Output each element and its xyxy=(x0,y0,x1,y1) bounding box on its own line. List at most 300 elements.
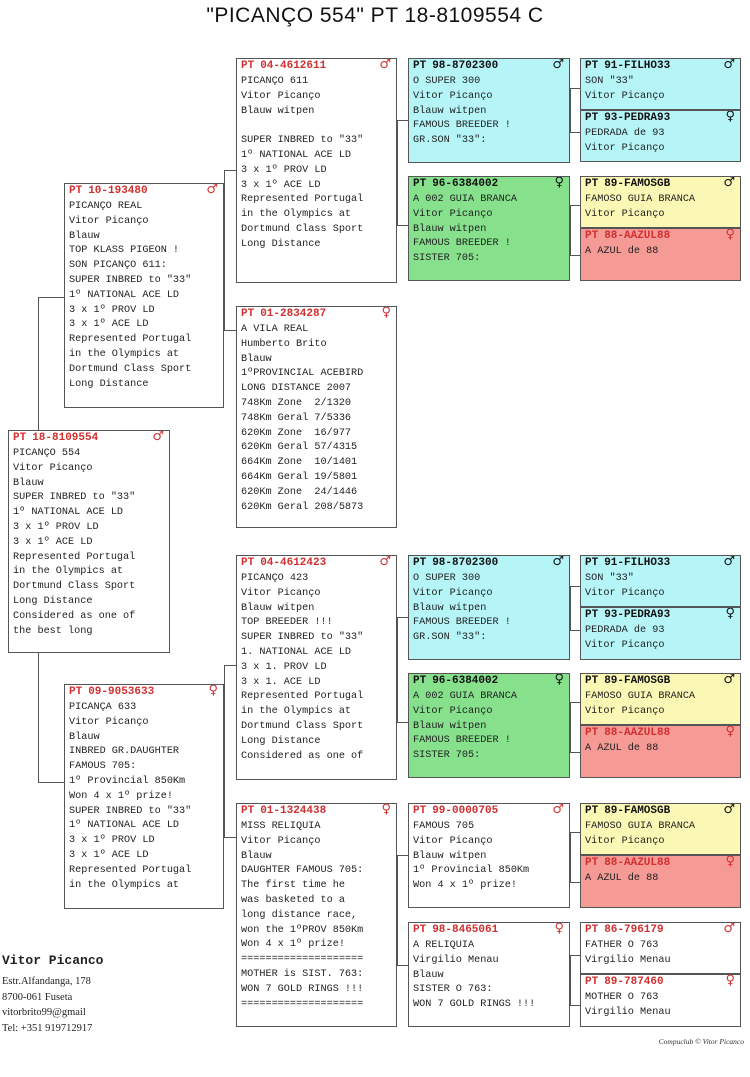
pigeon-detail-line: FATHER O 763 xyxy=(585,940,659,951)
pigeon-detail-line: 3 x 1º PROV LD xyxy=(69,835,155,847)
pigeon-detail-line: Blauw witpen xyxy=(241,602,315,614)
pigeon-detail-line: FAMOUS 705: xyxy=(69,761,137,773)
connector-line xyxy=(38,652,39,782)
pigeon-card-gen5 xyxy=(580,922,741,974)
pigeon-detail-line: 1º NATIONAL ACE LD xyxy=(241,149,352,161)
pigeon-detail-line: MISS RELIQUIA xyxy=(241,821,321,832)
ring-number: 88-AAZUL88 xyxy=(604,727,671,739)
pigeon-detail-line: TOP KLASS PIGEON ! xyxy=(69,245,180,257)
pigeon-detail-line: A VILA REAL xyxy=(241,324,309,335)
pigeon-details xyxy=(581,192,740,223)
pigeon-card-gen4 xyxy=(408,673,570,778)
pigeon-detail-line: the best long xyxy=(13,625,93,637)
pigeon-detail-line: 748Km Zone 2/1320 xyxy=(241,397,352,409)
female-symbol-icon: ♀ xyxy=(381,803,391,817)
pigeon-detail-line: 1º NATIONAL ACE LD xyxy=(13,507,124,519)
pigeon-card-gen5 xyxy=(580,855,741,908)
pigeon-detail-line: O SUPER 300 xyxy=(413,573,481,584)
pigeon-card-sire xyxy=(64,183,224,408)
pigeon-detail-line: Won 4 x 1º prize! xyxy=(241,939,345,951)
pigeon-detail-line: PICANÇO 554 xyxy=(13,448,81,459)
female-symbol-icon: ♀ xyxy=(554,673,564,687)
pigeon-detail-line: SISTER 705: xyxy=(413,750,481,762)
pigeon-ring-header: PT 98-8465061 ♀ xyxy=(413,922,564,936)
pigeon-detail-line: Dortmund Class Sport xyxy=(241,223,364,235)
connector-line xyxy=(397,225,408,226)
ring-number: 98-8702300 xyxy=(432,60,499,72)
ring-number: 98-8465061 xyxy=(432,924,499,936)
pigeon-ring-header: PT 04-4612611 ♂ xyxy=(241,58,391,72)
pigeon-ring-header: PT 09-9053633 ♀ xyxy=(69,684,218,698)
male-symbol-icon: ♂ xyxy=(552,58,564,72)
pigeon-details xyxy=(237,819,396,1012)
pigeon-detail-line: FAMOUS BREEDER ! xyxy=(413,735,511,747)
pigeon-detail-line: TOP BREEDER !!! xyxy=(241,617,333,629)
pigeon-ring-header: PT 10-193480 ♂ xyxy=(69,183,218,197)
ring-number: 88-AAZUL88 xyxy=(604,230,671,242)
pigeon-detail-line: 3 x 1º PROV LD xyxy=(241,164,327,176)
pigeon-details xyxy=(409,192,569,267)
owner-info xyxy=(2,953,103,1036)
connector-line xyxy=(397,617,398,722)
pigeon-card-gen5 xyxy=(580,176,741,228)
connector-line xyxy=(224,170,236,171)
male-symbol-icon: ♂ xyxy=(379,555,391,569)
pigeon-card-gen5 xyxy=(580,803,741,855)
pigeon-ring-header: PT 88-AAZUL88 ♀ xyxy=(585,725,735,739)
pigeon-detail-line: Vitor Picanço xyxy=(69,215,149,227)
pigeon-detail-line: 748Km Geral 7/5336 xyxy=(241,412,352,424)
pigeon-detail-line: in the Olympics at xyxy=(241,706,352,718)
pigeon-card-gen4 xyxy=(408,555,570,660)
connector-line xyxy=(570,586,571,630)
pigeon-detail-line: won the 1ºPROV 850Km xyxy=(241,924,364,936)
pigeon-detail-line: Dortmund Class Sport xyxy=(13,581,136,593)
pigeon-detail-line: SUPER INBRED to "33" xyxy=(241,632,364,644)
female-symbol-icon: ♀ xyxy=(725,607,735,621)
pigeon-ring-header: PT 88-AAZUL88 ♀ xyxy=(585,228,735,242)
pigeon-detail-line: Considered as one of xyxy=(13,610,136,622)
pigeon-details xyxy=(581,623,740,654)
owner-phone: Tel: +351 919712917 xyxy=(2,1022,93,1034)
connector-line xyxy=(224,665,236,666)
pigeon-details xyxy=(581,741,740,757)
pigeon-detail-line: Vitor Picanço xyxy=(585,587,665,599)
pigeon-detail-line: SON PICANÇO 611: xyxy=(69,260,167,272)
ring-number: 89-787460 xyxy=(604,976,664,988)
pigeon-detail-line: Vitor Picanço xyxy=(13,462,93,474)
male-symbol-icon: ♂ xyxy=(552,803,564,817)
pigeon-detail-line: Vitor Picanço xyxy=(585,90,665,102)
pigeon-ring-header: PT 04-4612423 ♂ xyxy=(241,555,391,569)
pigeon-detail-line: PICANÇO 423 xyxy=(241,573,309,584)
pigeon-detail-line: 664Km Geral 19/5801 xyxy=(241,471,358,483)
pigeon-ring-header: PT 91-FILHO33 ♂ xyxy=(585,58,735,72)
ring-number: 89-FAMOSGB xyxy=(604,805,671,817)
pigeon-detail-line: SUPER INBRED to "33" xyxy=(69,805,192,817)
pigeon-detail-line: Vitor Picanço xyxy=(241,587,321,599)
pigeon-detail-line: Humberto Brito xyxy=(241,338,327,350)
pigeon-detail-line: FAMOUS 705 xyxy=(413,821,475,832)
pigeon-ring-header: PT 01-2834287 ♀ xyxy=(241,306,391,320)
pigeon-detail-line: 3 x 1º ACE LD xyxy=(13,536,93,548)
pigeon-detail-line: Considered as one of xyxy=(241,750,364,762)
pigeon-ring-header: PT 89-787460 ♀ xyxy=(585,974,735,988)
pigeon-detail-line: SON "33" xyxy=(585,573,634,584)
pigeon-detail-line: 620Km Geral 208/5873 xyxy=(241,501,364,513)
pigeon-ring-header: PT 89-FAMOSGB ♂ xyxy=(585,803,735,817)
connector-line xyxy=(570,702,580,703)
pigeon-ring-header: PT 86-796179 ♂ xyxy=(585,922,735,936)
female-symbol-icon: ♀ xyxy=(554,176,564,190)
pigeon-detail-line: 1. NATIONAL ACE LD xyxy=(241,646,352,658)
pigeon-detail-line: INBRED GR.DAUGHTER xyxy=(69,746,180,758)
pigeon-detail-line: 1º Provincial 850Km xyxy=(413,865,530,877)
pigeon-details xyxy=(237,571,396,764)
pigeon-card-gen4 xyxy=(408,803,570,908)
pigeon-detail-line: Virgilio Menau xyxy=(413,954,499,966)
pigeon-detail-line: ==================== xyxy=(241,954,364,966)
connector-line xyxy=(570,132,580,133)
pigeon-detail-line: in the Olympics at xyxy=(13,566,124,578)
pigeon-detail-line: SUPER INBRED to "33" xyxy=(13,492,136,504)
pigeon-detail-line: Vitor Picanço xyxy=(69,716,149,728)
pigeon-details xyxy=(581,571,740,602)
owner-name: Vitor Picanco xyxy=(2,953,104,968)
pigeon-ring-header: PT 89-FAMOSGB ♂ xyxy=(585,673,735,687)
pigeon-detail-line: Blauw xyxy=(241,850,272,862)
pigeon-detail-line: Represented Portugal xyxy=(13,551,136,563)
pigeon-detail-line: was basketed to a xyxy=(241,894,345,906)
pigeon-detail-line: Blauw witpen xyxy=(241,105,315,117)
pigeon-detail-line: Blauw witpen xyxy=(413,223,487,235)
pigeon-detail-line: Represented Portugal xyxy=(241,691,364,703)
pigeon-detail-line: SISTER 705: xyxy=(413,253,481,265)
male-symbol-icon: ♂ xyxy=(379,58,391,72)
pigeon-card-subject xyxy=(8,430,170,653)
pigeon-details xyxy=(581,244,740,260)
pigeon-ring-header: PT 18-8109554 ♂ xyxy=(13,430,164,444)
footer-credit: Compuclub © Vitor Picanco xyxy=(658,1037,744,1046)
pigeon-detail-line: DAUGHTER FAMOUS 705: xyxy=(241,865,364,877)
pigeon-detail-line: in the Olympics at xyxy=(241,209,352,221)
pigeon-detail-line: WON 7 GOLD RINGS !!! xyxy=(241,983,364,995)
ring-number: 93-PEDRA93 xyxy=(604,112,671,124)
pigeon-detail-line: 3 x 1º ACE LD xyxy=(241,179,321,191)
pigeon-detail-line: Vitor Picanço xyxy=(413,835,493,847)
pigeon-detail-line: Vitor Picanço xyxy=(585,705,665,717)
pigeon-detail-line: WON 7 GOLD RINGS !!! xyxy=(413,999,536,1011)
pigeon-detail-line: 3 x 1º ACE LD xyxy=(69,319,149,331)
connector-line xyxy=(570,88,580,89)
pigeon-detail-line: A RELIQUIA xyxy=(413,940,475,951)
ring-number: 09-9053633 xyxy=(88,686,155,698)
pigeon-detail-line: Vitor Picanço xyxy=(585,208,665,220)
pigeon-detail-line: Vitor Picanço xyxy=(585,142,665,154)
pigeon-details xyxy=(409,938,569,1013)
pigeon-detail-line: MOTHER is SIST. 763: xyxy=(241,968,364,980)
pigeon-detail-line: O SUPER 300 xyxy=(413,76,481,87)
pigeon-detail-line: Vitor Picanço xyxy=(413,705,493,717)
pigeon-detail-line: 1º NATIONAL ACE LD xyxy=(69,820,180,832)
pigeon-detail-line: A AZUL de 88 xyxy=(585,743,659,754)
pigeon-detail-line: Blauw witpen xyxy=(413,105,487,117)
ring-number: 99-0000705 xyxy=(432,805,499,817)
connector-line xyxy=(397,965,408,966)
connector-line xyxy=(397,855,398,965)
ring-number: 96-6384002 xyxy=(432,178,499,190)
pigeon-details xyxy=(409,571,569,646)
pigeon-card-granddam-maternal xyxy=(236,803,397,1027)
pigeon-ring-header: PT 93-PEDRA93 ♀ xyxy=(585,607,735,621)
pigeon-detail-line: 1º NATIONAL ACE LD xyxy=(69,289,180,301)
ring-number: 88-AAZUL88 xyxy=(604,857,671,869)
ring-number: 04-4612611 xyxy=(260,60,327,72)
pigeon-detail-line: PICANÇO 611 xyxy=(241,76,309,87)
pigeon-detail-line: FAMOUS BREEDER ! xyxy=(413,120,511,132)
owner-postcode: 8700-061 Fuseta xyxy=(2,991,73,1003)
pigeon-detail-line: 3 x 1º ACE LD xyxy=(69,849,149,861)
pigeon-detail-line: Vitor Picanço xyxy=(413,587,493,599)
pigeon-detail-line: Represented Portugal xyxy=(69,864,192,876)
ring-number: 98-8702300 xyxy=(432,557,499,569)
pigeon-detail-line: in the Olympics at xyxy=(69,879,180,891)
connector-line xyxy=(397,617,408,618)
pigeon-detail-line: FAMOSO GUIA BRANCA xyxy=(585,691,696,702)
connector-line xyxy=(570,702,571,752)
pigeon-card-gen5 xyxy=(580,555,741,607)
pigeon-detail-line: Vitor Picanço xyxy=(413,208,493,220)
pigeon-card-gen5 xyxy=(580,228,741,281)
pigeon-detail-line: Represented Portugal xyxy=(69,334,192,346)
pigeon-detail-line: in the Olympics at xyxy=(69,348,180,360)
pigeon-card-gen5 xyxy=(580,974,741,1027)
male-symbol-icon: ♂ xyxy=(723,673,735,687)
connector-line xyxy=(570,205,571,255)
ring-number: 01-1324438 xyxy=(260,805,327,817)
pigeon-detail-line: 3 x 1º PROV LD xyxy=(13,521,99,533)
pigeon-details xyxy=(409,819,569,894)
connector-line xyxy=(570,955,571,1005)
pigeon-detail-line: Long Distance xyxy=(241,735,321,747)
pigeon-detail-line: Vitor Picanço xyxy=(241,90,321,102)
pigeon-detail-line: A AZUL de 88 xyxy=(585,873,659,884)
ring-number: 91-FILHO33 xyxy=(604,60,671,72)
pigeon-detail-line: PICANÇO REAL xyxy=(69,201,143,212)
pigeon-detail-line: Blauw witpen xyxy=(413,850,487,862)
pigeon-detail-line: Dortmund Class Sport xyxy=(69,363,192,375)
pigeon-detail-line: Blauw xyxy=(13,477,44,489)
pigeon-detail-line: PICANÇA 633 xyxy=(69,702,137,713)
ring-number: 89-FAMOSGB xyxy=(604,675,671,687)
pigeon-card-gen5 xyxy=(580,110,741,162)
pigeon-detail-line: FAMOUS BREEDER ! xyxy=(413,238,511,250)
pigeon-detail-line: long distance race, xyxy=(241,909,358,921)
pigeon-detail-line: PEDRADA de 93 xyxy=(585,128,665,139)
pigeon-detail-line: Vitor Picanço xyxy=(241,835,321,847)
ring-number: 18-8109554 xyxy=(32,432,99,444)
female-symbol-icon: ♀ xyxy=(725,725,735,739)
pigeon-detail-line: 664Km Zone 10/1401 xyxy=(241,457,358,469)
pigeon-detail-line: FAMOSO GUIA BRANCA xyxy=(585,821,696,832)
pigeon-ring-header: PT 88-AAZUL88 ♀ xyxy=(585,855,735,869)
pigeon-details xyxy=(409,689,569,764)
connector-line xyxy=(570,205,580,206)
pigeon-detail-line: 620Km Zone 16/977 xyxy=(241,427,352,439)
connector-line xyxy=(570,630,580,631)
pigeon-details xyxy=(237,322,396,515)
pigeon-ring-header: PT 89-FAMOSGB ♂ xyxy=(585,176,735,190)
female-symbol-icon: ♀ xyxy=(725,855,735,869)
connector-line xyxy=(224,837,236,838)
pigeon-card-gen4 xyxy=(408,58,570,163)
connector-line xyxy=(38,782,64,783)
pigeon-detail-line: Blauw witpen xyxy=(413,720,487,732)
male-symbol-icon: ♂ xyxy=(723,176,735,190)
connector-line xyxy=(397,120,398,225)
pigeon-detail-line: SISTER O 763: xyxy=(413,984,493,996)
connector-line xyxy=(38,297,64,298)
pigeon-detail-line: A 002 GUIA BRANCA xyxy=(413,691,517,702)
pigeon-card-granddam-paternal xyxy=(236,306,397,528)
pigeon-detail-line: Blauw xyxy=(69,230,100,242)
pigeon-detail-line xyxy=(241,119,392,134)
owner-address: Estr.Alfandanga, 178 xyxy=(2,976,91,987)
pigeon-detail-line: Long Distance xyxy=(241,238,321,250)
male-symbol-icon: ♂ xyxy=(206,183,218,197)
ring-number: 89-FAMOSGB xyxy=(604,178,671,190)
male-symbol-icon: ♂ xyxy=(723,922,735,936)
pigeon-details xyxy=(581,689,740,720)
pigeon-detail-line: PEDRADA de 93 xyxy=(585,625,665,636)
connector-line xyxy=(570,88,571,132)
pigeon-detail-line: FAMOUS BREEDER ! xyxy=(413,617,511,629)
pigeon-card-gen5 xyxy=(580,673,741,725)
pigeon-detail-line: Dortmund Class Sport xyxy=(241,720,364,732)
ring-number: 96-6384002 xyxy=(432,675,499,687)
ring-number: 04-4612423 xyxy=(260,557,327,569)
connector-line xyxy=(224,330,236,331)
connector-line xyxy=(570,1005,580,1006)
pigeon-card-gen5 xyxy=(580,725,741,778)
pigeon-ring-header: PT 99-0000705 ♂ xyxy=(413,803,564,817)
connector-line xyxy=(570,832,571,882)
connector-line xyxy=(397,120,408,121)
female-symbol-icon: ♀ xyxy=(725,974,735,988)
pigeon-detail-line: Blauw witpen xyxy=(413,602,487,614)
pigeon-details xyxy=(581,126,740,157)
connector-line xyxy=(570,955,580,956)
female-symbol-icon: ♀ xyxy=(381,306,391,320)
pigeon-card-gen4 xyxy=(408,176,570,281)
pigeon-detail-line: GR.SON "33": xyxy=(413,135,487,147)
pigeon-details xyxy=(65,199,223,392)
pigeon-ring-header: PT 96-6384002 ♀ xyxy=(413,176,564,190)
connector-line xyxy=(224,665,225,837)
pigeon-detail-line: Vitor Picanço xyxy=(585,639,665,651)
pigeon-card-grandsire-paternal xyxy=(236,58,397,283)
male-symbol-icon: ♂ xyxy=(152,430,164,444)
connector-line xyxy=(397,855,408,856)
pigeon-detail-line: Long Distance xyxy=(13,595,93,607)
pigeon-detail-line: 3 x 1º PROV LD xyxy=(69,304,155,316)
pigeon-detail-line: 1º Provincial 850Km xyxy=(69,775,186,787)
pigeon-detail-line: Virgilio Menau xyxy=(585,1006,671,1018)
pigeon-detail-line: SON "33" xyxy=(585,76,634,87)
connector-line xyxy=(224,170,225,330)
pigeon-detail-line: 1ºPROVINCIAL ACEBIRD xyxy=(241,368,364,380)
pigeon-detail-line: SUPER INBRED to "33" xyxy=(69,274,192,286)
connector-line xyxy=(570,832,580,833)
male-symbol-icon: ♂ xyxy=(723,58,735,72)
pigeon-ring-header: PT 98-8702300 ♂ xyxy=(413,555,564,569)
pigeon-card-gen4 xyxy=(408,922,570,1027)
pigeon-detail-line: 620Km Zone 24/1446 xyxy=(241,486,358,498)
pigeon-detail-line: 620Km Geral 57/4315 xyxy=(241,442,358,454)
pigeon-card-grandsire-maternal xyxy=(236,555,397,780)
pigeon-details xyxy=(65,700,223,893)
pigeon-details xyxy=(581,819,740,850)
male-symbol-icon: ♂ xyxy=(723,555,735,569)
pigeon-detail-line: 3 x 1. PROV LD xyxy=(241,661,327,673)
pigeon-details xyxy=(581,990,740,1021)
pigeon-detail-line: A AZUL de 88 xyxy=(585,246,659,257)
pigeon-details xyxy=(9,446,169,639)
connector-line xyxy=(570,255,580,256)
male-symbol-icon: ♂ xyxy=(552,555,564,569)
pigeon-detail-line: Blauw xyxy=(241,353,272,365)
pigeon-details xyxy=(237,74,396,253)
pigeon-ring-header: PT 98-8702300 ♂ xyxy=(413,58,564,72)
pigeon-ring-header: PT 93-PEDRA93 ♀ xyxy=(585,110,735,124)
pigeon-detail-line: SUPER INBRED to "33" xyxy=(241,135,364,147)
ring-number: 93-PEDRA93 xyxy=(604,609,671,621)
connector-line xyxy=(570,586,580,587)
pigeon-detail-line: Vitor Picanço xyxy=(585,835,665,847)
pigeon-card-gen5 xyxy=(580,58,741,110)
pigeon-detail-line: Long Distance xyxy=(69,378,149,390)
pigeon-detail-line: FAMOSO GUIA BRANCA xyxy=(585,194,696,205)
pigeon-detail-line: Represented Portugal xyxy=(241,194,364,206)
pigeon-card-gen5 xyxy=(580,607,741,660)
male-symbol-icon: ♂ xyxy=(723,803,735,817)
pigeon-detail-line: Blauw xyxy=(413,969,444,981)
pigeon-detail-line: A 002 GUIA BRANCA xyxy=(413,194,517,205)
pigeon-details xyxy=(581,938,740,969)
connector-line xyxy=(570,752,580,753)
connector-line xyxy=(570,882,580,883)
female-symbol-icon: ♀ xyxy=(208,684,218,698)
pigeon-details xyxy=(581,871,740,887)
female-symbol-icon: ♀ xyxy=(554,922,564,936)
pigeon-detail-line: Vitor Picanço xyxy=(413,90,493,102)
ring-number: 86-796179 xyxy=(604,924,664,936)
pigeon-detail-line: LONG DISTANCE 2007 xyxy=(241,383,352,395)
pigeon-detail-line: Virgilio Menau xyxy=(585,954,671,966)
pigeon-detail-line: GR.SON "33": xyxy=(413,632,487,644)
pigeon-detail-line: MOTHER O 763 xyxy=(585,992,659,1003)
female-symbol-icon: ♀ xyxy=(725,110,735,124)
pigeon-detail-line: Won 4 x 1º prize! xyxy=(69,790,173,802)
pigeon-ring-header: PT 01-1324438 ♀ xyxy=(241,803,391,817)
pigeon-detail-line: 3 x 1. ACE LD xyxy=(241,676,321,688)
female-symbol-icon: ♀ xyxy=(725,228,735,242)
ring-number: 01-2834287 xyxy=(260,308,327,320)
pigeon-detail-line: Blauw xyxy=(69,731,100,743)
pigeon-detail-line: The first time he xyxy=(241,880,345,892)
owner-email: vitorbrito99@gmail xyxy=(2,1007,86,1018)
ring-number: 91-FILHO33 xyxy=(604,557,671,569)
